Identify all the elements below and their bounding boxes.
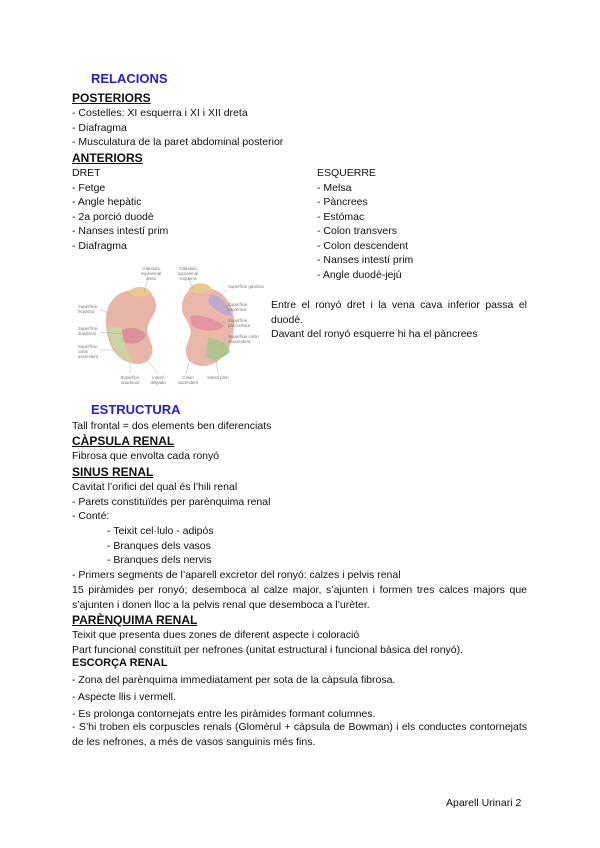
section-title-relacions: RELACIONS [91,71,168,86]
label-r4: Superfície colon descendent [228,334,259,344]
list-item: - Es prolonga contornejats entre les piràmides formant columnes. [72,708,376,720]
heading-anteriors: ANTERIORS [72,151,143,165]
heading-parenquima-renal: PARÈNQUIMA RENAL [72,613,198,627]
label-b1: Superfície duodenal [120,375,140,385]
label-l3: Superfície colon ascendent [78,344,98,359]
heading-capsula-renal: CÀPSULA RENAL [72,434,175,448]
list-item: - Nanses intestí prim [72,225,169,237]
list-item: - Branques dels vasos [107,539,211,552]
column-label-dret: DRET [72,167,101,179]
heading-escorca-renal: ESCORÇA RENAL [72,657,168,669]
kidney-side-note [271,298,527,342]
list-item: - Aspecte llis i vermell. [72,691,176,703]
sinus-after: - Primers segments de l’aparell excretor del ronyó: calzes i pelvis renal [72,569,401,581]
label-l1: Superfície hepàtica [78,304,98,314]
list-item: - Pàncrees [317,196,368,208]
parenquima-lines [72,628,463,657]
list-item: - Colon transvers [317,225,397,237]
kidney-figure [78,264,268,388]
list-item: - 2a porció duodè [72,210,154,223]
list-item: - Diafragma [72,239,127,252]
label-b4: Intestí prim [207,375,229,380]
section-title-estructura: ESTRUCTURA [91,402,181,417]
posteriors-list [72,106,283,150]
anteriors-left-column [317,166,413,282]
list-item: - Parets constituïdes per parènquima renal [72,495,271,508]
list-item: - Costelles: XI esquerra i XI i XII dreta [72,107,248,119]
column-label-esquerre: ESQUERRE [317,167,376,179]
page-footer: Aparell Urinari 2 [446,797,522,809]
escorca-lines [72,672,395,723]
label-top-right: Glàndula suprarenal esquerra [177,266,199,281]
list-item: Part funcional constituït per nefrones (unitat estructural i funcional bàsica del ronyó). [72,643,464,656]
list-item: - Diafragma [72,121,127,134]
list-item: - Zona del parènquima immediatament per sota de la càpsula fibrosa. [72,674,396,686]
label-b3: Colon ascendent [178,375,198,385]
list-item: - Conté: [72,510,110,522]
capsula-text: Fibrosa que envolta cada ronyó [72,450,220,462]
estructura-intro: Tall frontal = dos elements ben diferenciats [72,420,272,432]
anteriors-right-column [72,166,168,253]
list-item: - Estómac [317,210,365,223]
heading-posteriors: POSTERIORS [72,91,151,105]
list-item: Cavitat l’orifici del qual és l’hili renal [72,481,238,493]
list-item: - Melsa [317,181,352,194]
list-item: - Fetge [72,181,106,194]
sinus-paragraph: 15 piràmides per ronyó; desemboca al calze major, s’ajunten i formen tres calces majors que s’ajunten i donen lloc a la pelvis renal que desemboca a l’urèter. [72,584,527,611]
list-item: - Teixit cel·lulo - adipós [107,525,214,537]
list-item: - Nanses intestí prim [317,254,414,266]
heading-sinus-renal: SINUS RENAL [72,465,154,479]
label-r1: Superfície gàstrica [228,284,264,289]
label-r3: Superfície pancreàtica [228,318,251,328]
list-item: - Branques dels nervis [107,554,212,566]
escorca-paragraph: - S’hi troben els corpuscles renals (Glomèrul + càpsula de Bowman) i els conductes contornejats de les nefrones, a més de vasos sanguinis més fins. [72,721,527,748]
left-kidney-shape [182,283,234,366]
list-item: - Colon descendent [317,239,409,252]
list-item: Teixit que presenta dues zones de diferent aspecte i coloració [72,629,360,641]
sinus-contents-list [107,524,214,568]
label-r2: Superfície esplènica [228,302,248,312]
label-top-left: Glàndula suprarenal dreta [140,266,162,281]
list-item: - Angle hepàtic [72,196,142,208]
label-b2: Intestí delgado [150,375,166,385]
side-note-line: Entre el ronyó dret i la vena cava inferior passa el duodè. [271,299,527,326]
side-note-line: Davant del ronyó esquerre hi ha el pàncrees [271,328,478,340]
sinus-lines [72,480,270,524]
right-kidney-shape [106,287,156,364]
list-item: - Musculatura de la paret abdominal posterior [72,136,284,148]
list-item: - Angle duodè-jejú [317,268,402,281]
label-l2: Superfície duodenal [78,326,98,336]
